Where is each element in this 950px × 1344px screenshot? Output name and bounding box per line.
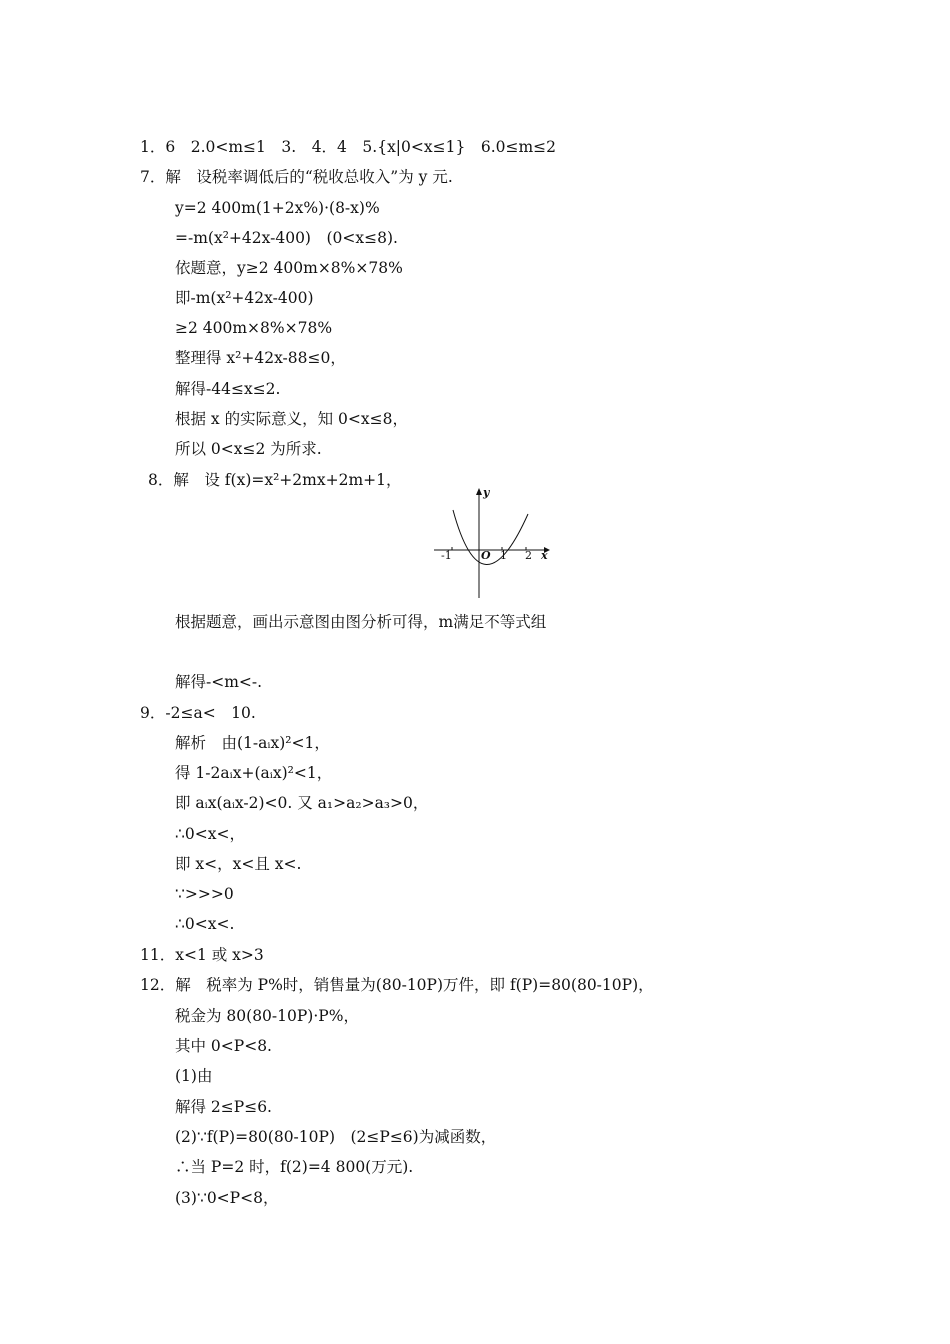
problem-12-step-2: 其中 0<P<8.: [175, 1037, 272, 1055]
tick-label-minus-1: -1: [441, 549, 452, 562]
problem-7-step-6: 整理得 x²+42x-88≤0，: [175, 349, 346, 367]
y-axis-arrow-icon: [476, 488, 482, 495]
problem-10-conclusion: ∴0<x<.: [175, 915, 235, 933]
tick-label-1: 1: [500, 549, 507, 562]
problem-7-step-3: 依题意，y≥2 400m×8%×78%: [175, 259, 403, 277]
problem-10-step-4: ∴0<x<，: [175, 825, 245, 843]
problem-7-conclusion: 所以 0<x≤2 为所求.: [175, 440, 322, 458]
problem-12-step-1: 税金为 80(80-10P)·P%，: [175, 1007, 359, 1025]
answers-1-to-6: 1．6 2.0<m≤1 3. 4．4 5.{x|0<x≤1} 6.0≤m≤2: [140, 138, 557, 156]
parabola-sketch: [430, 486, 552, 600]
problem-8-step-1: 根据题意，画出示意图由图分析可得，m满足不等式组: [175, 613, 547, 631]
problem-7-step-1: y=2 400m(1+2x%)·(8-x)%: [175, 199, 380, 217]
x-axis-label: x: [541, 549, 548, 562]
problem-10-step-6: ∵>>>0: [175, 885, 234, 903]
answer-11: 11．x<1 或 x>3: [140, 946, 264, 964]
problem-12-heading: 12．解 税率为 P%时，销售量为(80-10P)万件，即 f(P)=80(80-10P)，: [140, 976, 654, 994]
problem-12-part-1-result: 解得 2≤P≤6.: [175, 1098, 272, 1116]
problem-7-step-7: 解得-44≤x≤2.: [175, 380, 281, 398]
answers-9-and-10: 9．-2≤a< 10.: [140, 704, 256, 722]
problem-7-step-5: ≥2 400m×8%×78%: [175, 319, 333, 337]
problem-10-step-3: 即 aᵢx(aᵢx-2)<0. 又 a₁>a₂>a₃>0，: [175, 794, 429, 812]
problem-10-step-1: 解析 由(1-aᵢx)²<1，: [175, 734, 330, 752]
origin-label: O: [481, 549, 491, 562]
problem-7-step-8: 根据 x 的实际意义，知 0<x≤8，: [175, 410, 408, 428]
problem-12-part-2-result: ∴当 P=2 时，f(2)=4 800(万元).: [175, 1158, 414, 1176]
problem-12-part-1: (1)由: [175, 1067, 213, 1085]
y-axis-label: y: [483, 486, 490, 499]
problem-8-conclusion: 解得-<m<-.: [175, 673, 263, 691]
problem-7-step-2: =-m(x²+42x-400) (0<x≤8).: [175, 229, 398, 247]
problem-8-heading: 8．解 设 f(x)=x²+2mx+2m+1，: [148, 471, 402, 489]
tick-label-2: 2: [525, 549, 532, 562]
problem-10-step-5: 即 x<，x<且 x<.: [175, 855, 302, 873]
problem-12-part-2: (2)∵f(P)=80(80-10P) (2≤P≤6)为减函数，: [175, 1128, 497, 1146]
problem-7-step-4: 即-m(x²+42x-400): [175, 289, 314, 307]
problem-7-heading: 7．解 设税率调低后的“税收总收入”为 y 元.: [140, 168, 453, 186]
problem-10-step-2: 得 1-2aᵢx+(aᵢx)²<1，: [175, 764, 333, 782]
problem-12-part-3: (3)∵0<P<8，: [175, 1189, 279, 1207]
